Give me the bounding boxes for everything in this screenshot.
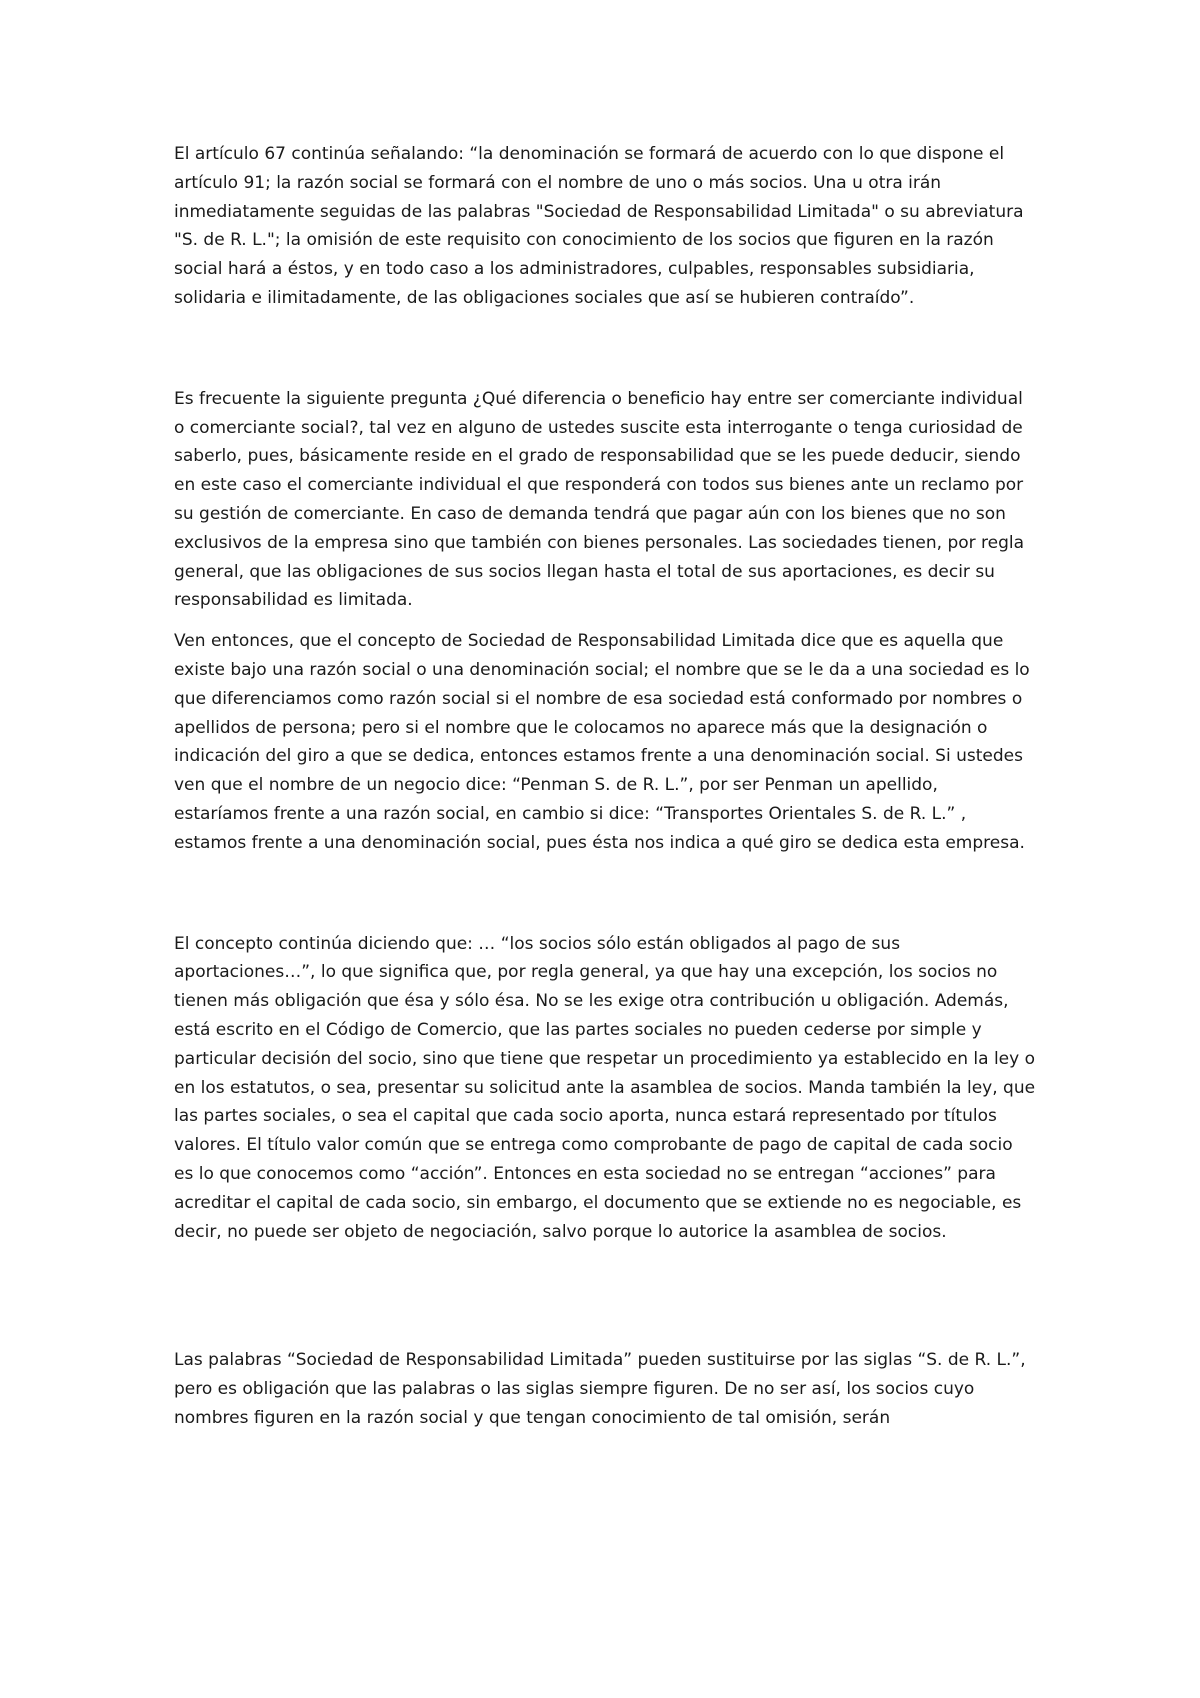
paragraph-concept-srl: Ven entonces, que el concepto de Sociedad de Responsabilidad Limitada dice que es aquella que existe bajo una razón social o una denominación social; el nombre que se le da a una sociedad es lo que diferenciamos como razón social si el nombre de esa sociedad está conformado por nombres o apellidos de persona; pero si el nombre que le colocamos no aparece más que la designación o indicación del giro a que se dedica, entonces estamos frente a una denominación social. Si ustedes ven que el nombre de un negocio dice: “Penman S. de R. L.”, por ser Penman un apellido, estaríamos frente a una razón social, en cambio si dice: “Transportes Orientales S. de R. L.” , estamos frente a una denominación social, pues ésta nos indica a qué giro se dedica esta empresa. [174,631,1030,853]
paragraph-article-67: El artículo 67 continúa señalando: “la denominación se formará de acuerdo con lo que dispone el artículo 91; la razón social se formará con el nombre de uno o más socios. Una u otra irán inmediatamente seguidas de las palabras "Sociedad de Responsabilidad Limitada" o su abreviatura "S. de R. L."; la omisión de este requisito con conocimiento de los socios que figuren en la razón social hará a éstos, y en todo caso a los administradores, culpables, responsables subsidiaria, solidaria e ilimitadamente, de las obligaciones sociales que así se hubieren contraído”. [174,144,1024,308]
document-body [174,140,1036,1433]
paragraph-individual-vs-social: Es frecuente la siguiente pregunta ¿Qué diferencia o beneficio hay entre ser comerciante individual o comerciante social?, tal vez en alguno de ustedes suscite esta interrogante o tenga curiosidad de saberlo, pues, básicamente reside en el grado de responsabilidad que se les puede deducir, siendo en este caso el comerciante individual el que responderá con todos sus bienes ante un reclamo por su gestión de comerciante. En caso de demanda tendrá que pagar aún con los bienes que no son exclusivos de la empresa sino que también con bienes personales. Las sociedades tienen, por regla general, que las obligaciones de sus socios llegan hasta el total de sus aportaciones, es decir su responsabilidad es limitada. [174,388,1025,611]
paragraph-siglas: Las palabras “Sociedad de Responsabilidad Limitada” pueden sustituirse por las siglas “S. de R. L.”, pero es obligación que las palabras o las siglas siempre figuren. De no ser así, los socios cuyo nombres figuren en la razón social y que tengan conocimiento de tal omisión, serán [174,1350,1026,1428]
paragraph-socios-obligations: El concepto continúa diciendo que: … “los socios sólo están obligados al pago de sus aportaciones…”, lo que significa que, por regla general, ya que hay una excepción, los socios no tienen más obligación que ésa y sólo ésa. No se les exige otra contribución u obligación. Además, está escrito en el Código de Comercio, que las partes sociales no pueden cederse por simple y particular decisión del socio, sino que tiene que respetar un procedimiento ya establecido en la ley o en los estatutos, o sea, presentar su solicitud ante la asamblea de socios. Manda también la ley, que las partes sociales, o sea el capital que cada socio aporta, nunca estará representado por títulos valores. El título valor común que se entrega como comprobante de pago de capital de cada socio es lo que conocemos como “acción”. Entonces en esta sociedad no se entregan “acciones” para acreditar el capital de cada socio, sin embargo, el documento que se extiende no es negociable, es decir, no puede ser objeto de negociación, salvo porque lo autorice la asamblea de socios. [174,933,1036,1242]
